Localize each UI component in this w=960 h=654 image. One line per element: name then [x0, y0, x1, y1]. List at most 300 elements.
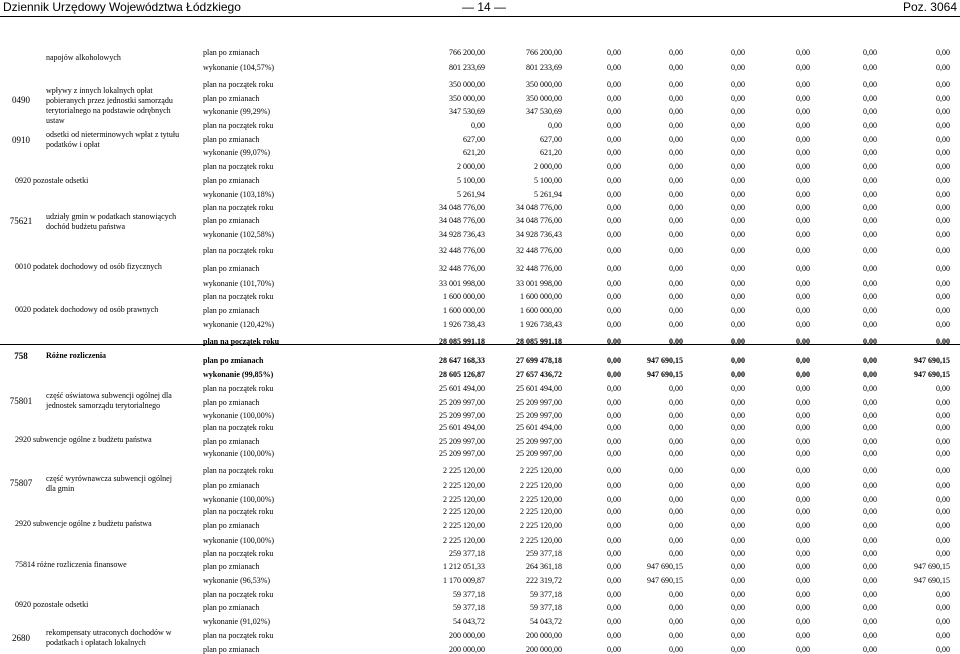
item-name: część wyrównawcza subwencji ogólnej dla gmin: [46, 474, 172, 493]
table-cell: 0,00: [796, 216, 810, 225]
table-cell: 0,00: [796, 521, 810, 530]
table-cell: 0,00: [936, 162, 950, 171]
table-cell: 0,00: [863, 190, 877, 199]
table-cell: 2 225 120,00: [443, 507, 485, 516]
table-cell: 0,00: [669, 320, 683, 329]
table-cell: 0,00: [669, 80, 683, 89]
table-cell: 1 600 000,00: [520, 292, 562, 301]
table-cell: 621,20: [463, 148, 485, 157]
table-cell: 0,00: [796, 576, 810, 585]
table-cell: 0,00: [607, 645, 621, 654]
table-cell: 0,00: [936, 306, 950, 315]
table-cell: 0,00: [936, 536, 950, 545]
table-cell: 0,00: [796, 48, 810, 57]
table-cell: 0,00: [669, 507, 683, 516]
table-cell: 347 530,69: [449, 107, 485, 116]
table-cell: 0,00: [669, 590, 683, 599]
table-cell: 25 209 997,00: [516, 437, 562, 446]
table-cell: 2 225 120,00: [520, 507, 562, 516]
table-cell: 0,00: [796, 320, 810, 329]
table-cell: 0,00: [607, 216, 621, 225]
table-cell: 0,00: [731, 292, 745, 301]
row-description: plan na początek roku: [203, 292, 274, 301]
table-cell: 1 600 000,00: [520, 306, 562, 315]
page-number: — 14 —: [462, 0, 507, 14]
table-cell: 0,00: [936, 449, 950, 458]
table-cell: 0,00: [936, 320, 950, 329]
table-cell: 0,00: [669, 481, 683, 490]
table-cell: 0,00: [669, 94, 683, 103]
table-cell: 0,00: [669, 246, 683, 255]
row-description: plan po zmianach: [203, 135, 260, 144]
row-description: wykonanie (102,58%): [203, 230, 275, 239]
table-cell: 34 928 736,43: [516, 230, 562, 239]
table-cell: 0,00: [863, 176, 877, 185]
table-cell: 0,00: [863, 576, 877, 585]
table-cell: 0,00: [731, 549, 745, 558]
table-cell: 25 209 997,00: [439, 411, 485, 420]
table-cell: 0,00: [796, 337, 810, 346]
row-description: plan po zmianach: [203, 216, 260, 225]
item-name: [15, 600, 185, 609]
table-cell: 1 600 000,00: [443, 306, 485, 315]
item-code: 2920: [15, 519, 31, 528]
table-cell: 0,00: [936, 645, 950, 654]
table-cell: 34 928 736,43: [439, 230, 485, 239]
table-cell: 0,00: [863, 481, 877, 490]
table-cell: 0,00: [863, 549, 877, 558]
table-cell: 0,00: [863, 306, 877, 315]
table-cell: 25 601 494,00: [516, 384, 562, 393]
item-name: wpływy z innych lokalnych opłat pobieranych przez jednostki samorządu terytorialnego na podstawie odrębnych ustaw: [46, 86, 173, 125]
row-description: plan na początek roku: [203, 507, 274, 516]
table-cell: 0,00: [607, 495, 621, 504]
table-cell: 25 601 494,00: [516, 423, 562, 432]
table-cell: 0,00: [796, 80, 810, 89]
table-cell: 1 926 738,43: [520, 320, 562, 329]
table-cell: 0,00: [731, 466, 745, 475]
table-cell: 28 647 168,33: [439, 356, 485, 365]
table-cell: 25 209 997,00: [516, 398, 562, 407]
item-name: rekompensaty utraconych dochodów w podatkach i opłatach lokalnych: [46, 628, 172, 647]
row-description: plan na początek roku: [203, 162, 274, 171]
table-cell: 0,00: [607, 162, 621, 171]
item-code: 0920: [15, 176, 31, 185]
table-cell: 0,00: [796, 264, 810, 273]
page-header: [0, 0, 960, 17]
row-description: wykonanie (99,07%): [203, 148, 271, 157]
table-cell: 0,00: [607, 121, 621, 130]
table-cell: 0,00: [731, 631, 745, 640]
item-name: [15, 176, 185, 185]
table-cell: 0,00: [607, 370, 621, 379]
table-cell: 2 225 120,00: [443, 495, 485, 504]
table-cell: 0,00: [796, 107, 810, 116]
table-cell: 0,00: [796, 63, 810, 72]
table-cell: 0,00: [796, 162, 810, 171]
table-cell: 5 261,94: [534, 190, 562, 199]
table-cell: 0,00: [731, 264, 745, 273]
table-cell: 0,00: [796, 356, 810, 365]
table-cell: 0,00: [731, 384, 745, 393]
table-cell: 0,00: [796, 94, 810, 103]
table-cell: 0,00: [936, 617, 950, 626]
row-description: plan na początek roku: [203, 337, 280, 346]
row-description: plan po zmianach: [203, 264, 260, 273]
table-cell: 1 212 051,33: [443, 562, 485, 571]
table-cell: 0,00: [607, 481, 621, 490]
table-cell: 0,00: [669, 384, 683, 393]
table-cell: 0,00: [607, 80, 621, 89]
table-cell: 0,00: [731, 437, 745, 446]
table-cell: 0,00: [936, 94, 950, 103]
item-name: odsetki od nieterminowych wpłat z tytułu podatków i opłat: [46, 130, 180, 149]
table-cell: 0,00: [607, 536, 621, 545]
table-cell: 0,00: [669, 292, 683, 301]
table-cell: 0,00: [731, 246, 745, 255]
table-cell: 0,00: [936, 292, 950, 301]
item-label: podatek dochodowy od osób fizycznych: [33, 262, 162, 271]
table-cell: 0,00: [731, 135, 745, 144]
table-cell: 0,00: [607, 306, 621, 315]
table-cell: 947 690,15: [647, 356, 683, 365]
table-cell: 0,00: [669, 135, 683, 144]
table-cell: 0,00: [669, 521, 683, 530]
table-cell: 0,00: [796, 411, 810, 420]
table-cell: 28 085 991,18: [439, 337, 485, 346]
row-description: wykonanie (96,53%): [203, 576, 271, 585]
table-cell: 27 657 436,72: [516, 370, 562, 379]
row-description: plan po zmianach: [203, 603, 260, 612]
row-description: wykonanie (101,70%): [203, 279, 275, 288]
table-cell: 0,00: [548, 121, 562, 130]
table-cell: 0,00: [796, 495, 810, 504]
table-cell: 0,00: [669, 279, 683, 288]
section-name: Różne rozliczenia: [46, 351, 107, 360]
table-cell: 0,00: [669, 203, 683, 212]
table-cell: 0,00: [669, 337, 683, 346]
row-description: plan na początek roku: [203, 121, 274, 130]
table-cell: 0,00: [796, 279, 810, 288]
table-cell: 0,00: [936, 411, 950, 420]
item-code: 75801: [9, 396, 33, 406]
table-cell: 0,00: [731, 80, 745, 89]
table-cell: 0,00: [796, 549, 810, 558]
table-cell: 0,00: [863, 203, 877, 212]
table-cell: 0,00: [607, 148, 621, 157]
table-cell: 5 261,94: [457, 190, 485, 199]
table-cell: 0,00: [731, 121, 745, 130]
item-label: subwencje ogólne z budżetu państwa: [33, 519, 152, 528]
table-cell: 0,00: [669, 176, 683, 185]
table-cell: 0,00: [936, 466, 950, 475]
table-cell: 0,00: [936, 203, 950, 212]
table-cell: 0,00: [669, 603, 683, 612]
table-cell: 0,00: [796, 481, 810, 490]
table-cell: 0,00: [796, 437, 810, 446]
table-cell: 350 000,00: [449, 80, 485, 89]
table-cell: 801 233,69: [449, 63, 485, 72]
table-cell: 0,00: [731, 279, 745, 288]
table-cell: 0,00: [607, 63, 621, 72]
item-code: 0490: [12, 95, 30, 105]
table-cell: 0,00: [863, 264, 877, 273]
table-cell: 2 000,00: [457, 162, 485, 171]
row-description: plan na początek roku: [203, 466, 274, 475]
table-cell: 0,00: [863, 320, 877, 329]
table-cell: 947 690,15: [914, 356, 950, 365]
table-cell: 0,00: [731, 617, 745, 626]
table-cell: 0,00: [796, 617, 810, 626]
item-name: napojów alkoholowych: [46, 53, 121, 62]
row-description: wykonanie (120,42%): [203, 320, 275, 329]
row-description: plan po zmianach: [203, 306, 260, 315]
table-cell: 264 361,18: [526, 562, 562, 571]
table-cell: 0,00: [669, 449, 683, 458]
table-cell: 0,00: [936, 107, 950, 116]
table-cell: 0,00: [669, 645, 683, 654]
table-cell: 0,00: [796, 135, 810, 144]
table-cell: 0,00: [669, 411, 683, 420]
table-cell: 0,00: [607, 398, 621, 407]
table-cell: 0,00: [796, 449, 810, 458]
table-cell: 0,00: [607, 107, 621, 116]
table-cell: 0,00: [731, 190, 745, 199]
table-cell: 0,00: [796, 203, 810, 212]
table-cell: 0,00: [796, 423, 810, 432]
table-cell: 0,00: [936, 135, 950, 144]
item-code: 0020: [15, 305, 31, 314]
table-cell: 0,00: [863, 216, 877, 225]
table-cell: 0,00: [796, 562, 810, 571]
table-cell: 0,00: [796, 190, 810, 199]
table-cell: 0,00: [796, 246, 810, 255]
table-cell: 200 000,00: [449, 645, 485, 654]
item-code: 0010: [15, 262, 31, 271]
table-cell: 801 233,69: [526, 63, 562, 72]
table-cell: 0,00: [936, 216, 950, 225]
table-cell: 0,00: [863, 562, 877, 571]
item-label: podatek dochodowy od osób prawnych: [33, 305, 159, 314]
table-cell: 0,00: [936, 549, 950, 558]
table-cell: 34 048 776,00: [516, 216, 562, 225]
item-name: [15, 519, 185, 528]
item-label: różne rozliczenia finansowe: [37, 560, 127, 569]
table-cell: 0,00: [936, 437, 950, 446]
table-cell: 1 600 000,00: [443, 292, 485, 301]
table-cell: 0,00: [607, 449, 621, 458]
table-cell: 0,00: [607, 230, 621, 239]
table-cell: 0,00: [731, 411, 745, 420]
table-cell: 0,00: [863, 107, 877, 116]
table-cell: 0,00: [669, 398, 683, 407]
table-cell: 59 377,18: [453, 590, 485, 599]
row-description: plan na początek roku: [203, 549, 274, 558]
table-cell: 0,00: [863, 148, 877, 157]
table-cell: 0,00: [731, 423, 745, 432]
table-cell: 0,00: [863, 617, 877, 626]
table-cell: 0,00: [607, 176, 621, 185]
table-cell: 0,00: [607, 549, 621, 558]
table-cell: 0,00: [863, 162, 877, 171]
table-cell: 0,00: [863, 279, 877, 288]
table-cell: 0,00: [796, 306, 810, 315]
table-cell: 25 601 494,00: [439, 384, 485, 393]
table-cell: 1 170 009,87: [443, 576, 485, 585]
table-cell: 0,00: [863, 384, 877, 393]
table-cell: 0,00: [731, 216, 745, 225]
table-cell: 0,00: [731, 148, 745, 157]
table-cell: 59 377,18: [453, 603, 485, 612]
section-code: 758: [14, 351, 28, 361]
table-cell: 0,00: [607, 203, 621, 212]
table-cell: 200 000,00: [526, 645, 562, 654]
table-cell: 0,00: [669, 437, 683, 446]
table-cell: 28 085 991,18: [516, 337, 562, 346]
item-name: [15, 262, 185, 271]
table-cell: 0,00: [731, 107, 745, 116]
row-description: plan na początek roku: [203, 80, 274, 89]
table-cell: 347 530,69: [526, 107, 562, 116]
row-description: wykonanie (103,18%): [203, 190, 275, 199]
row-description: plan po zmianach: [203, 356, 264, 365]
table-cell: 0,00: [731, 645, 745, 654]
table-cell: 0,00: [796, 148, 810, 157]
table-cell: 0,00: [936, 590, 950, 599]
table-cell: 0,00: [936, 63, 950, 72]
row-description: wykonanie (100,00%): [203, 411, 275, 420]
table-cell: 0,00: [796, 603, 810, 612]
table-cell: 0,00: [607, 94, 621, 103]
table-cell: 25 209 997,00: [439, 437, 485, 446]
item-code: 75621: [9, 216, 33, 226]
table-cell: 0,00: [731, 370, 745, 379]
table-cell: 0,00: [796, 176, 810, 185]
table-cell: 0,00: [863, 590, 877, 599]
table-cell: 0,00: [936, 337, 950, 346]
table-cell: 0,00: [731, 63, 745, 72]
table-cell: 0,00: [607, 279, 621, 288]
table-cell: 259 377,18: [449, 549, 485, 558]
row-description: wykonanie (100,00%): [203, 536, 275, 545]
table-cell: 0,00: [669, 631, 683, 640]
table-cell: 2 000,00: [534, 162, 562, 171]
table-cell: 32 448 776,00: [439, 246, 485, 255]
row-description: wykonanie (104,57%): [203, 63, 275, 72]
table-cell: 0,00: [863, 495, 877, 504]
table-cell: 0,00: [669, 264, 683, 273]
table-cell: 0,00: [669, 306, 683, 315]
table-cell: 34 048 776,00: [439, 216, 485, 225]
row-description: wykonanie (99,29%): [203, 107, 271, 116]
table-cell: 0,00: [796, 230, 810, 239]
table-cell: 0,00: [607, 603, 621, 612]
table-cell: 54 043,72: [530, 617, 562, 626]
table-cell: 0,00: [863, 449, 877, 458]
table-cell: 0,00: [796, 645, 810, 654]
table-cell: 27 699 478,18: [516, 356, 562, 365]
item-code: 0910: [12, 135, 30, 145]
table-cell: 32 448 776,00: [516, 246, 562, 255]
item-name: [15, 305, 185, 314]
table-cell: 59 377,18: [530, 590, 562, 599]
table-cell: 0,00: [936, 631, 950, 640]
table-cell: 28 605 126,87: [439, 370, 485, 379]
table-cell: 25 209 997,00: [516, 449, 562, 458]
table-cell: 0,00: [731, 576, 745, 585]
table-cell: 259 377,18: [526, 549, 562, 558]
table-cell: 0,00: [731, 398, 745, 407]
table-cell: 0,00: [936, 384, 950, 393]
table-cell: 0,00: [936, 423, 950, 432]
row-description: plan po zmianach: [203, 645, 260, 654]
table-cell: 0,00: [669, 107, 683, 116]
table-cell: 0,00: [936, 176, 950, 185]
table-cell: 0,00: [731, 320, 745, 329]
table-cell: 0,00: [863, 645, 877, 654]
table-cell: 0,00: [669, 423, 683, 432]
table-cell: 0,00: [863, 631, 877, 640]
item-code: 0920: [15, 600, 31, 609]
table-cell: 0,00: [607, 411, 621, 420]
table-cell: 0,00: [863, 411, 877, 420]
table-cell: 222 319,72: [526, 576, 562, 585]
table-cell: 59 377,18: [530, 603, 562, 612]
table-cell: 0,00: [863, 121, 877, 130]
item-label: subwencje ogólne z budżetu państwa: [33, 435, 152, 444]
table-cell: 25 209 997,00: [516, 411, 562, 420]
table-cell: 2 225 120,00: [520, 466, 562, 475]
table-cell: 0,00: [863, 356, 877, 365]
table-cell: 0,00: [669, 121, 683, 130]
item-name: [15, 560, 185, 569]
row-description: plan po zmianach: [203, 48, 260, 57]
table-cell: 0,00: [607, 466, 621, 475]
table-cell: 0,00: [669, 148, 683, 157]
row-description: plan na początek roku: [203, 246, 274, 255]
table-cell: 0,00: [731, 603, 745, 612]
table-cell: 0,00: [607, 135, 621, 144]
table-cell: 0,00: [796, 370, 810, 379]
row-description: plan na początek roku: [203, 423, 274, 432]
table-cell: 0,00: [669, 495, 683, 504]
table-cell: 0,00: [863, 94, 877, 103]
table-cell: 766 200,00: [526, 48, 562, 57]
table-cell: 0,00: [863, 63, 877, 72]
table-cell: 0,00: [731, 449, 745, 458]
table-cell: 0,00: [863, 507, 877, 516]
table-cell: 0,00: [731, 562, 745, 571]
table-cell: 0,00: [731, 230, 745, 239]
table-cell: 0,00: [607, 631, 621, 640]
table-cell: 0,00: [936, 521, 950, 530]
table-cell: 0,00: [863, 246, 877, 255]
table-cell: 200 000,00: [449, 631, 485, 640]
row-description: plan po zmianach: [203, 481, 260, 490]
table-cell: 947 690,15: [914, 562, 950, 571]
table-cell: 0,00: [863, 292, 877, 301]
table-cell: 0,00: [863, 466, 877, 475]
table-cell: 0,00: [863, 230, 877, 239]
item-code: 75814: [15, 560, 35, 569]
item-label: pozostałe odsetki: [33, 176, 89, 185]
table-cell: 0,00: [471, 121, 485, 130]
table-cell: 0,00: [731, 337, 745, 346]
row-description: plan po zmianach: [203, 437, 260, 446]
table-cell: 947 690,15: [914, 370, 950, 379]
table-cell: 0,00: [607, 384, 621, 393]
table-cell: 0,00: [796, 466, 810, 475]
